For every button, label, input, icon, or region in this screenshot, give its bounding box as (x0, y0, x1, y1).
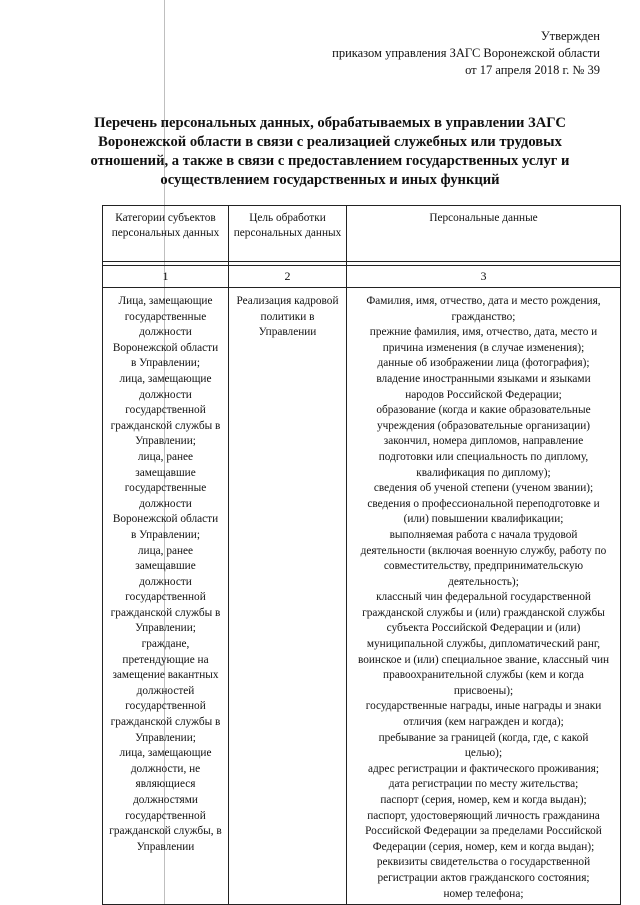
category-line: претендующие на (122, 653, 209, 666)
table-number-row (103, 266, 621, 288)
category-line: должностей (136, 684, 195, 697)
category-line: государственной (125, 591, 206, 604)
category-line: гражданской службы в (110, 716, 221, 729)
category-line: должности (139, 326, 192, 339)
personal-data-line: квалификация по диплому); (416, 466, 551, 479)
category-line: государственные (124, 482, 207, 495)
cell-categories (103, 288, 229, 905)
category-line: лица, ранее (137, 450, 194, 463)
personal-data-line: Фамилия, имя, отчество, дата и место рождения, (366, 295, 601, 307)
personal-data-line: воинское и (или) специальное звание, классный чин (357, 653, 610, 666)
personal-data-line: присвоены); (453, 684, 514, 697)
title-line-2: Воронежской области в связи с реализацией служебных или трудовых (98, 134, 562, 150)
personal-data-line: выполняемая работа с начала трудовой (389, 528, 578, 541)
personal-data-line: прежние фамилия, имя, отчество, дата, место и (369, 326, 598, 339)
personal-data-line: причина изменения (в случае изменения); (382, 341, 585, 354)
column-number-2: 2 (229, 266, 347, 288)
personal-data-line: образование (когда и какие образовательные (376, 404, 591, 417)
approval-line-1: Утвержден (540, 29, 600, 43)
category-line: замещавшие (135, 560, 196, 573)
personal-data-line: номер телефона; (443, 887, 524, 900)
personal-data-line: сведения о профессиональной переподготовке и (367, 497, 600, 510)
personal-data-line: адрес регистрации и фактического проживания; (367, 762, 600, 775)
category-line: граждане, (141, 638, 190, 651)
category-line: Управлении; (135, 622, 196, 635)
category-line: замещение вакантных (112, 669, 219, 682)
category-line: Управлении; (135, 435, 196, 448)
category-line: должности (139, 575, 192, 588)
category-line: гражданской службы в (110, 606, 221, 619)
table-row (103, 288, 621, 905)
category-line: должности, не (130, 762, 201, 775)
column-number-1: 1 (103, 266, 229, 288)
category-line: государственной (125, 700, 206, 713)
personal-data-line: деятельность); (448, 575, 519, 588)
category-line: государственные (124, 310, 207, 323)
personal-data-table (102, 205, 621, 905)
purpose-line: Реализация кадровой (236, 295, 339, 307)
category-line: гражданской службы, в (109, 825, 222, 838)
category-line: Воронежской области (112, 513, 219, 526)
category-line: государственной (125, 809, 206, 822)
purpose-line: Управлении (258, 326, 317, 339)
personal-data-line: учреждения (образовательные организации) (376, 419, 591, 432)
personal-data-line: реквизиты свидетельства о государственной (376, 856, 591, 869)
header-personal-data: Персональные данные (347, 206, 621, 262)
personal-data-line: паспорт (серия, номер, кем и когда выдан); (380, 794, 587, 806)
personal-data-line: данные об изображении лица (фотография); (377, 357, 590, 370)
category-line: замещавшие (135, 466, 196, 479)
category-line: в Управлении; (131, 357, 200, 370)
category-line: Управлении (136, 840, 195, 853)
category-line: государственной (125, 404, 206, 417)
personal-data-line: государственные награды, иные награды и знаки (365, 700, 602, 713)
category-line: лица, замещающие (119, 372, 212, 385)
category-line: в Управлении; (131, 528, 200, 541)
personal-data-line: муниципальной службы, дипломатический ранг, (366, 638, 601, 651)
title-line-3: отношений, а также в связи с предоставлением государственных услуг и (90, 153, 570, 169)
personal-data-line: целью); (464, 747, 503, 760)
category-line: должностями (133, 794, 198, 806)
category-line: гражданской службы в (110, 419, 221, 432)
category-line: Воронежской области (112, 341, 219, 354)
cell-personal-data (347, 288, 621, 905)
category-line: являющиеся (135, 778, 196, 791)
personal-data-line: сведения об ученой степени (ученом звании); (373, 482, 594, 495)
table-header-row (103, 206, 621, 262)
personal-data-line: субъекта Российской Федерации и (или) (386, 622, 581, 635)
personal-data-line: паспорт, удостоверяющий личность гражданина (367, 809, 600, 822)
category-line: должности (139, 497, 192, 510)
category-line: Лица, замещающие (118, 295, 213, 307)
personal-data-line: Федерации (серия, номер, кем и когда выдан); (372, 840, 595, 853)
purpose-line: политики в (260, 310, 315, 323)
personal-data-line: отличия (кем награжден и когда); (403, 716, 564, 729)
personal-data-line: гражданской службы и (или) гражданской службы (362, 606, 605, 619)
category-line: должности (139, 388, 192, 401)
category-line: лица, замещающие (119, 747, 212, 760)
personal-data-line: Российской Федерации за пределами Российской (365, 825, 602, 838)
personal-data-line: регистрации актов гражданского состояния; (377, 871, 590, 884)
approval-line-2: приказом управления ЗАГС Воронежской области (332, 46, 600, 60)
approval-line-3: от 17 апреля 2018 г. № 39 (465, 63, 600, 77)
category-line: лица, ранее (137, 544, 194, 557)
header-purpose: Цель обработки персональных данных (229, 206, 347, 262)
personal-data-line: закончил, номера дипломов, направление (383, 435, 584, 448)
approval-stamp (332, 28, 600, 79)
personal-data-line: совместительству, предпринимательскую (383, 560, 584, 573)
header-categories: Категории субъектов персональных данных (103, 206, 229, 262)
personal-data-line: классный чин федеральной государственной (376, 591, 591, 604)
personal-data-line: дата регистрации по месту жительства; (388, 778, 579, 791)
personal-data-line: гражданство; (451, 310, 516, 323)
column-number-3: 3 (347, 266, 621, 288)
title-line-4: осуществлением государственных и иных функций (160, 172, 500, 188)
title-line-1: Перечень персональных данных, обрабатываемых в управлении ЗАГС (94, 115, 566, 131)
personal-data-line: подготовки или специальность по диплому, (378, 450, 589, 463)
personal-data-line: народов Российской Федерации; (405, 388, 562, 401)
personal-data-line: деятельности (включая военную службу, работу по (360, 544, 607, 557)
category-line: Управлении; (135, 731, 196, 744)
document-title (70, 114, 590, 190)
personal-data-line: правоохранительной службы (кем и когда (383, 669, 584, 682)
personal-data-line: владение иностранными языками и языками (376, 372, 591, 385)
personal-data-line: (или) повышении квалификации; (403, 513, 564, 526)
cell-purpose (229, 288, 347, 905)
personal-data-line: пребывание за границей (когда, где, с какой (378, 731, 589, 744)
